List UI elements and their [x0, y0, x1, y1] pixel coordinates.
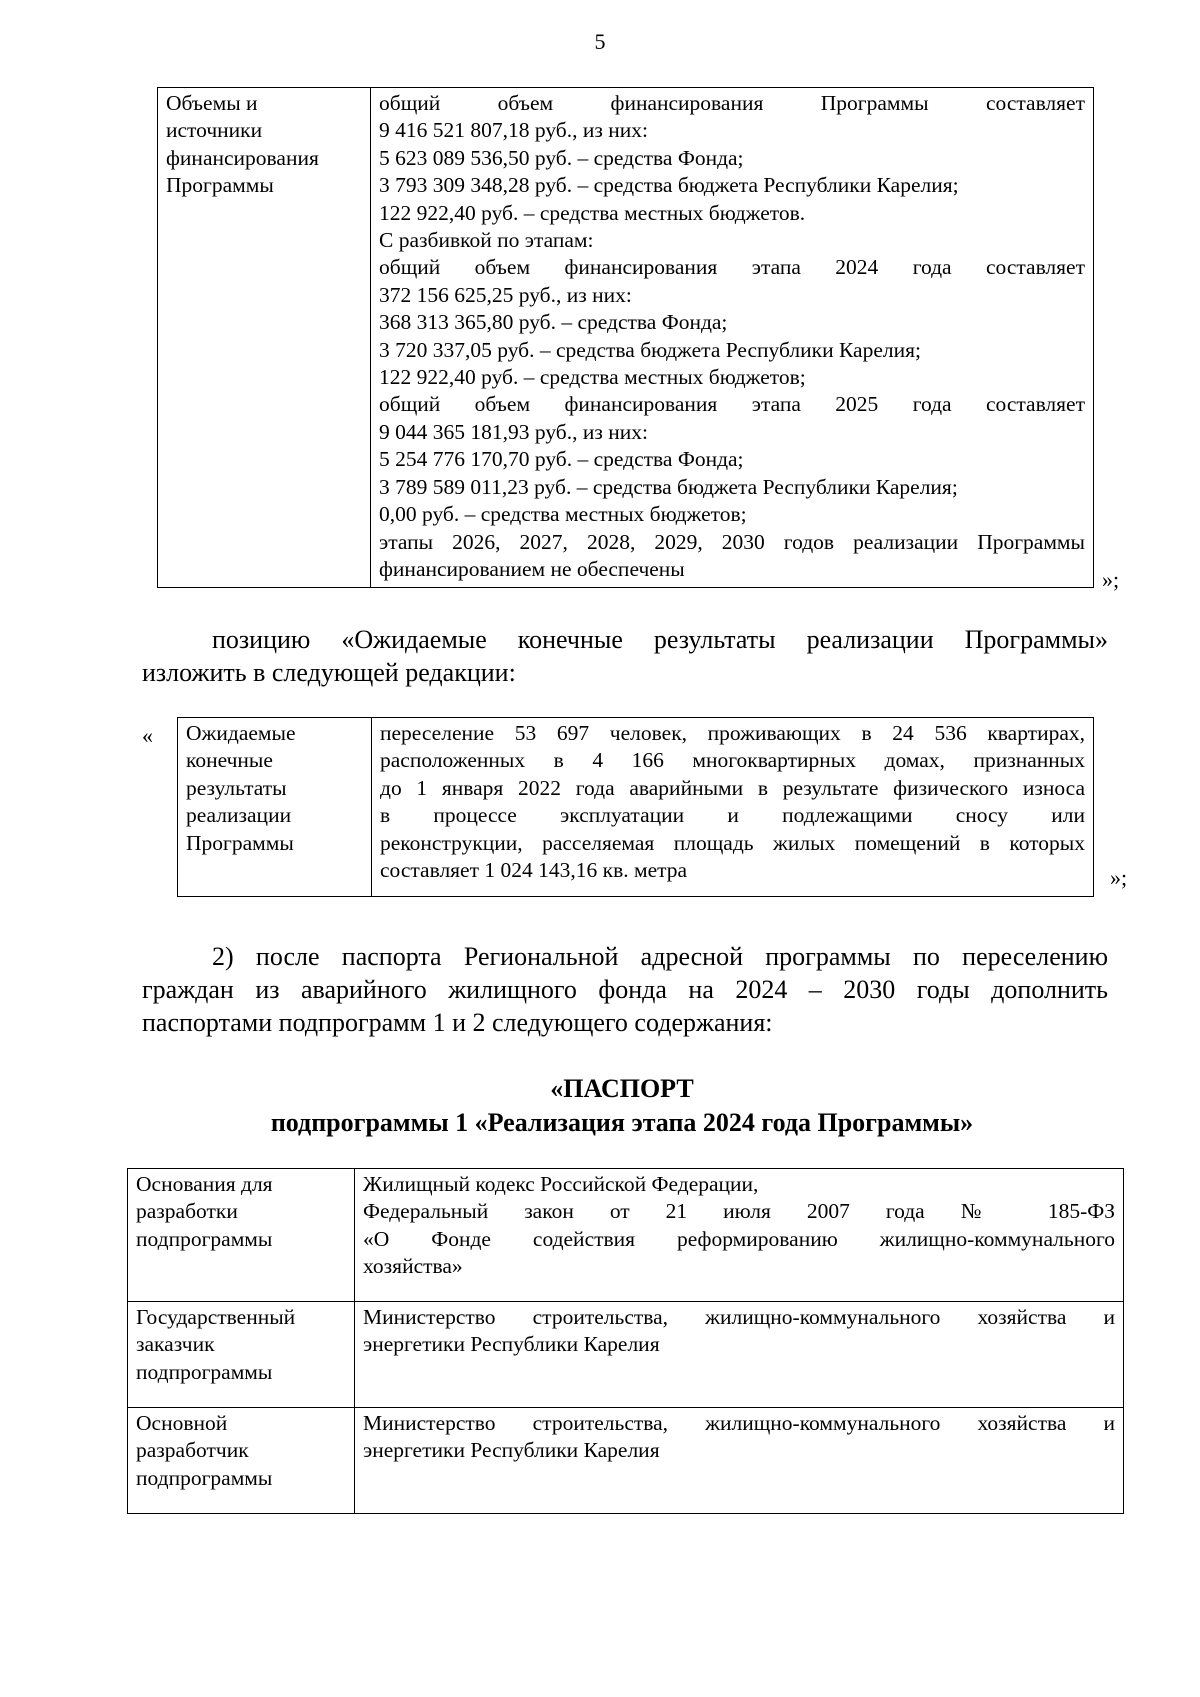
results-content-cell: [372, 718, 1094, 897]
heading-line-2: подпрограммы 1 «Реализация этапа 2024 года Программы»: [270, 1108, 974, 1137]
content-line: энергетики Республики Карелия: [363, 1438, 660, 1463]
label-line: Основной: [136, 1411, 228, 1435]
table-row: [128, 1169, 1124, 1302]
paragraph-after-passport: [142, 940, 1108, 1039]
content-line: финансированием не обеспечены: [379, 556, 685, 581]
paragraph-line: 2) после паспорта Региональной адресной программы по переселению: [212, 942, 1108, 971]
label-line: разработки: [136, 1199, 238, 1224]
closing-quote: »;: [1110, 865, 1128, 890]
label-line: разработчик: [136, 1438, 249, 1463]
content-line: Жилищный кодекс Российской Федерации,: [363, 1172, 759, 1196]
content-line: 5 254 776 170,70 руб. – средства Фонда;: [379, 447, 744, 472]
content-line: расположенных в 4 166 многоквартирных домах, признанных: [380, 748, 1085, 773]
financing-label-cell: [158, 88, 371, 588]
row-label-cell: [128, 1302, 355, 1408]
label-line: подпрограммы: [136, 1226, 273, 1251]
row-content-cell: [355, 1408, 1124, 1514]
label-line: Программы: [186, 830, 294, 855]
label-line: конечные: [186, 748, 273, 773]
content-line: энергетики Республики Карелия: [363, 1332, 660, 1357]
content-line: 3 720 337,05 руб. – средства бюджета Республики Карелия;: [379, 337, 921, 362]
table-row: [128, 1408, 1124, 1514]
content-line: хозяйства»: [363, 1254, 463, 1279]
content-line: 3 793 309 348,28 руб. – средства бюджета Республики Карелия;: [379, 173, 959, 198]
content-line: общий объем финансирования этапа 2025 года составляет: [379, 392, 1085, 417]
row-content-cell: [355, 1169, 1124, 1302]
paragraph-line: граждан из аварийного жилищного фонда на 2024 – 2030 годы дополнить: [142, 975, 1108, 1004]
row-label-cell: [128, 1408, 355, 1514]
content-line: 372 156 625,25 руб., из них:: [379, 282, 632, 307]
subprogram-passport-table: [127, 1168, 1124, 1514]
heading-line-1: «ПАСПОРТ: [550, 1074, 694, 1103]
content-line: составляет 1 024 143,16 кв. метра: [380, 858, 688, 883]
label-line: заказчик: [136, 1332, 215, 1357]
row-content-cell: [355, 1302, 1124, 1408]
financing-table: [157, 87, 1094, 588]
content-line: 5 623 089 536,50 руб. – средства Фонда;: [379, 145, 744, 170]
content-line: 3 789 589 011,23 руб. – средства бюджета Республики Карелия;: [379, 474, 958, 499]
content-line: «О Фонде содействия реформированию жилищно-коммунального: [363, 1226, 1115, 1251]
content-line: С разбивкой по этапам:: [379, 228, 594, 253]
content-line: до 1 января 2022 года аварийными в результате физического износа: [380, 775, 1085, 800]
paragraph-line: паспортами подпрограмм 1 и 2 следующего содержания:: [142, 1008, 773, 1037]
content-line: 122 922,40 руб. – средства местных бюджетов.: [379, 200, 806, 225]
paragraph-position: [142, 623, 1108, 689]
content-line: 0,00 руб. – средства местных бюджетов;: [379, 502, 747, 527]
opening-quote: «: [142, 723, 153, 748]
financing-content-cell: [371, 88, 1094, 588]
content-line: 368 313 365,80 руб. – средства Фонда;: [379, 310, 728, 335]
label-line: Объемы и: [166, 91, 258, 115]
label-line: источники: [166, 118, 263, 143]
passport-heading: [0, 1072, 1200, 1140]
results-label-cell: [178, 718, 372, 897]
label-line: подпрограммы: [136, 1359, 273, 1384]
label-line: Ожидаемые: [186, 721, 296, 745]
page-number: 5: [594, 29, 606, 54]
row-label-cell: [128, 1169, 355, 1302]
label-line: подпрограммы: [136, 1465, 273, 1490]
table-row: [128, 1302, 1124, 1408]
paragraph-line: изложить в следующей редакции:: [142, 658, 516, 687]
label-line: результаты: [186, 775, 287, 800]
content-line: Министерство строительства, жилищно-коммунального хозяйства и: [363, 1305, 1115, 1329]
label-line: Программы: [166, 173, 274, 198]
label-line: реализации: [186, 803, 292, 828]
content-line: общий объем финансирования этапа 2024 года составляет: [379, 255, 1085, 280]
content-line: 9 044 365 181,93 руб., из них:: [379, 419, 648, 444]
label-line: Основания для: [136, 1172, 273, 1196]
content-line: Министерство строительства, жилищно-коммунального хозяйства и: [363, 1411, 1115, 1435]
content-line: этапы 2026, 2027, 2028, 2029, 2030 годов реализации Программы: [379, 529, 1085, 554]
results-table: [177, 717, 1094, 897]
content-line: общий объем финансирования Программы составляет: [379, 91, 1085, 115]
label-line: Государственный: [136, 1305, 296, 1329]
content-line: Федеральный закон от 21 июля 2007 года № 185-ФЗ: [363, 1199, 1115, 1224]
content-line: переселение 53 697 человек, проживающих в 24 536 квартирах,: [380, 721, 1085, 745]
content-line: 9 416 521 807,18 руб., из них:: [379, 118, 648, 143]
paragraph-line: позицию «Ожидаемые конечные результаты реализации Программы»: [212, 625, 1108, 654]
content-line: реконструкции, расселяемая площадь жилых помещений в которых: [380, 830, 1085, 855]
closing-quote: »;: [1102, 567, 1120, 592]
content-line: в процессе эксплуатации и подлежащими сносу или: [380, 803, 1085, 828]
label-line: финансирования: [166, 145, 319, 170]
content-line: 122 922,40 руб. – средства местных бюджетов;: [379, 365, 806, 390]
